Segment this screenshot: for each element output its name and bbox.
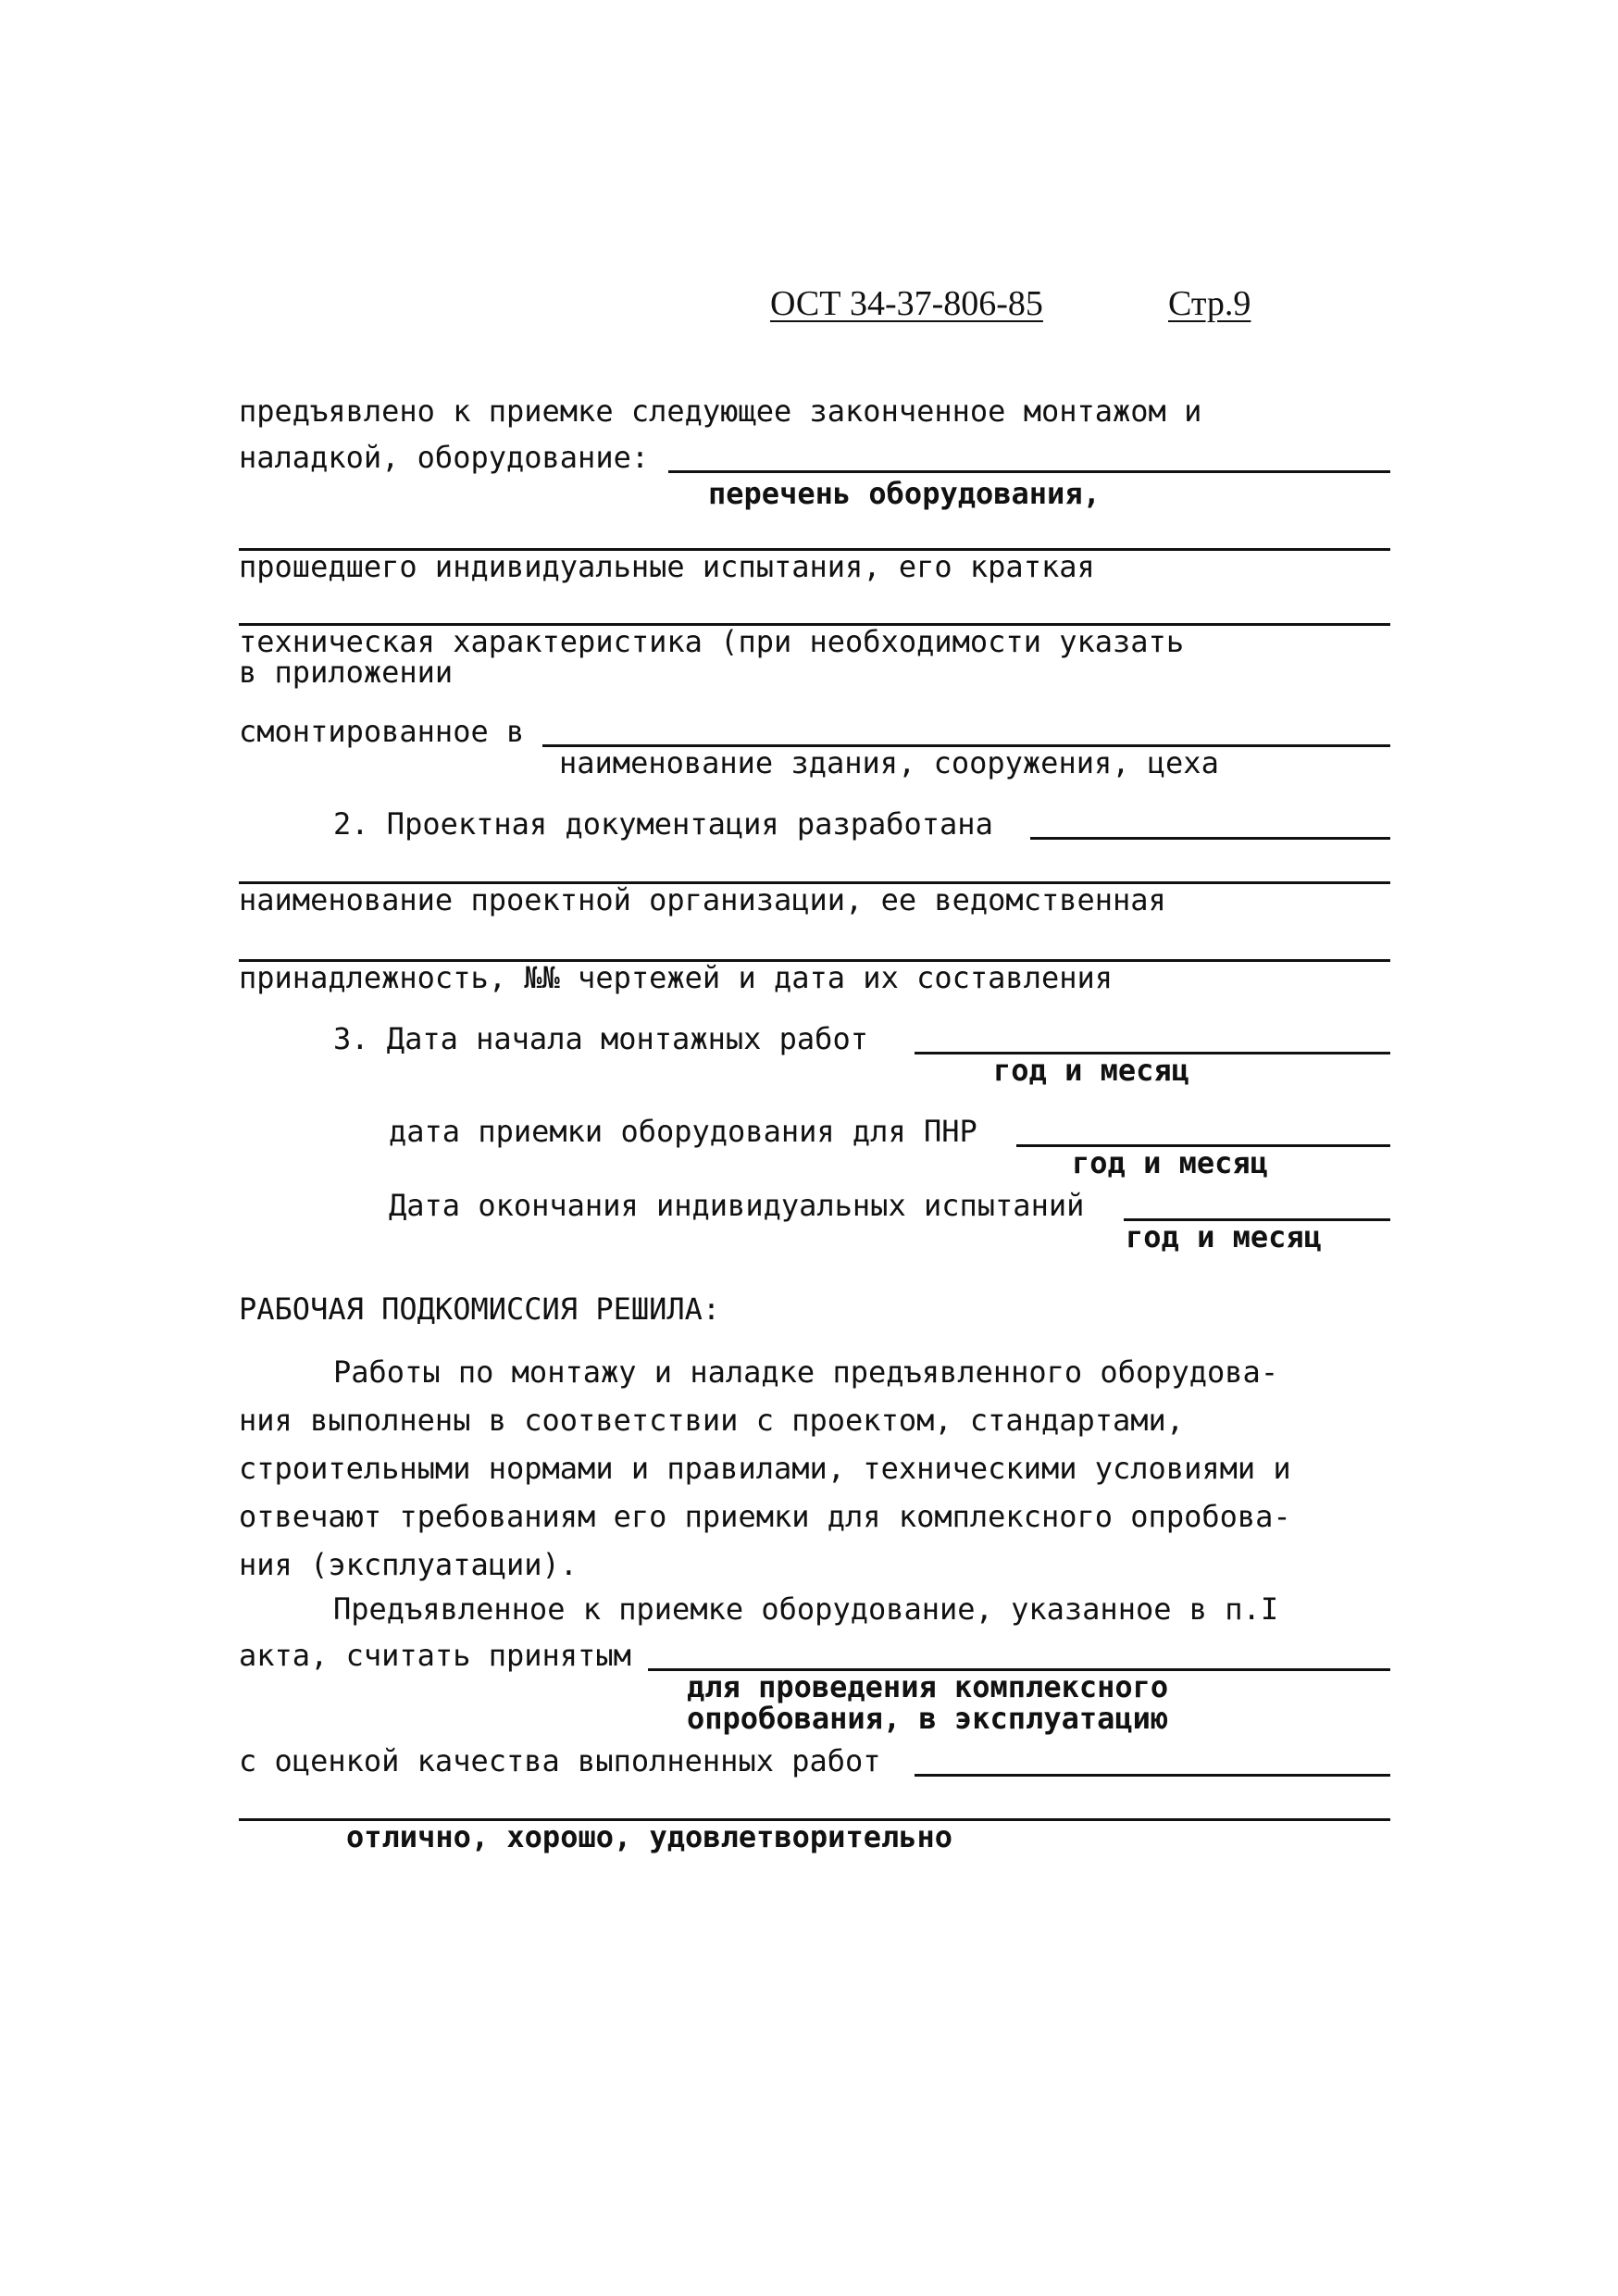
caption-tech-char: техническая характеристика (при необходимости указать xyxy=(239,624,1185,659)
project-docs-field-line xyxy=(1030,837,1390,840)
caption-appendix: в приложении xyxy=(239,655,454,690)
project-docs-label: 2. Проектная документация разработана xyxy=(333,806,993,842)
decision-heading: РАБОЧАЯ ПОДКОМИССИЯ РЕШИЛА: xyxy=(239,1292,721,1327)
intro-line-1: предъявлено к приемке следующее законченное монтажом и xyxy=(239,393,1202,429)
caption-design-org: наименование проектной организации, ее ведомственная xyxy=(239,882,1166,917)
decision-text-line: ния выполнены в соответствии с проектом, стандартами, xyxy=(239,1403,1185,1438)
start-date-label: 3. Дата начала монтажных работ xyxy=(333,1021,868,1056)
accepted-label: акта, считать принятым xyxy=(239,1638,631,1673)
standard-number: ОСТ 34-37-806-85 xyxy=(770,284,1043,323)
caption-year-month: год и месяц xyxy=(1126,1219,1322,1254)
equipment-field-line xyxy=(668,470,1390,473)
caption-affiliation: принадлежность, №№ чертежей и дата их составления xyxy=(239,960,1114,995)
decision-text-line: отвечают требованиям его приемки для комплексного опробова- xyxy=(239,1499,1291,1534)
mounted-in-label: смонтированное в xyxy=(239,714,525,749)
decision-text-line: строительными нормами и правилами, техническими условиями и xyxy=(239,1451,1291,1486)
caption-rating: отлично, хорошо, удовлетворительно xyxy=(346,1819,953,1854)
caption-equipment-list: перечень оборудования, xyxy=(708,476,1101,511)
caption-year-month: год и месяц xyxy=(1072,1145,1268,1180)
acceptance-date-label: дата приемки оборудования для ПНР xyxy=(389,1114,977,1149)
intro-line-2: наладкой, оборудование: xyxy=(239,440,650,475)
quality-label: с оценкой качества выполненных работ xyxy=(239,1743,881,1778)
quality-field-line xyxy=(915,1774,1390,1777)
decision-text-line: ния (эксплуатации). xyxy=(239,1547,579,1582)
caption-year-month: год и месяц xyxy=(993,1053,1189,1088)
decision-text-line: Работы по монтажу и наладке предъявленного оборудова- xyxy=(333,1354,1279,1390)
caption-building: наименование здания, сооружения, цеха xyxy=(559,745,1219,780)
caption-tested: прошедшего индивидуальные испытания, его краткая xyxy=(239,549,1095,584)
page-number: Стр.9 xyxy=(1168,284,1251,323)
decision-text-line: Предъявленное к приемке оборудование, указанное в п.I xyxy=(333,1591,1279,1627)
end-tests-date-label: Дата окончания индивидуальных испытаний xyxy=(389,1188,1085,1223)
caption-purpose: для проведения комплексного xyxy=(687,1669,1169,1704)
caption-purpose: опробования, в эксплуатацию xyxy=(687,1701,1169,1736)
